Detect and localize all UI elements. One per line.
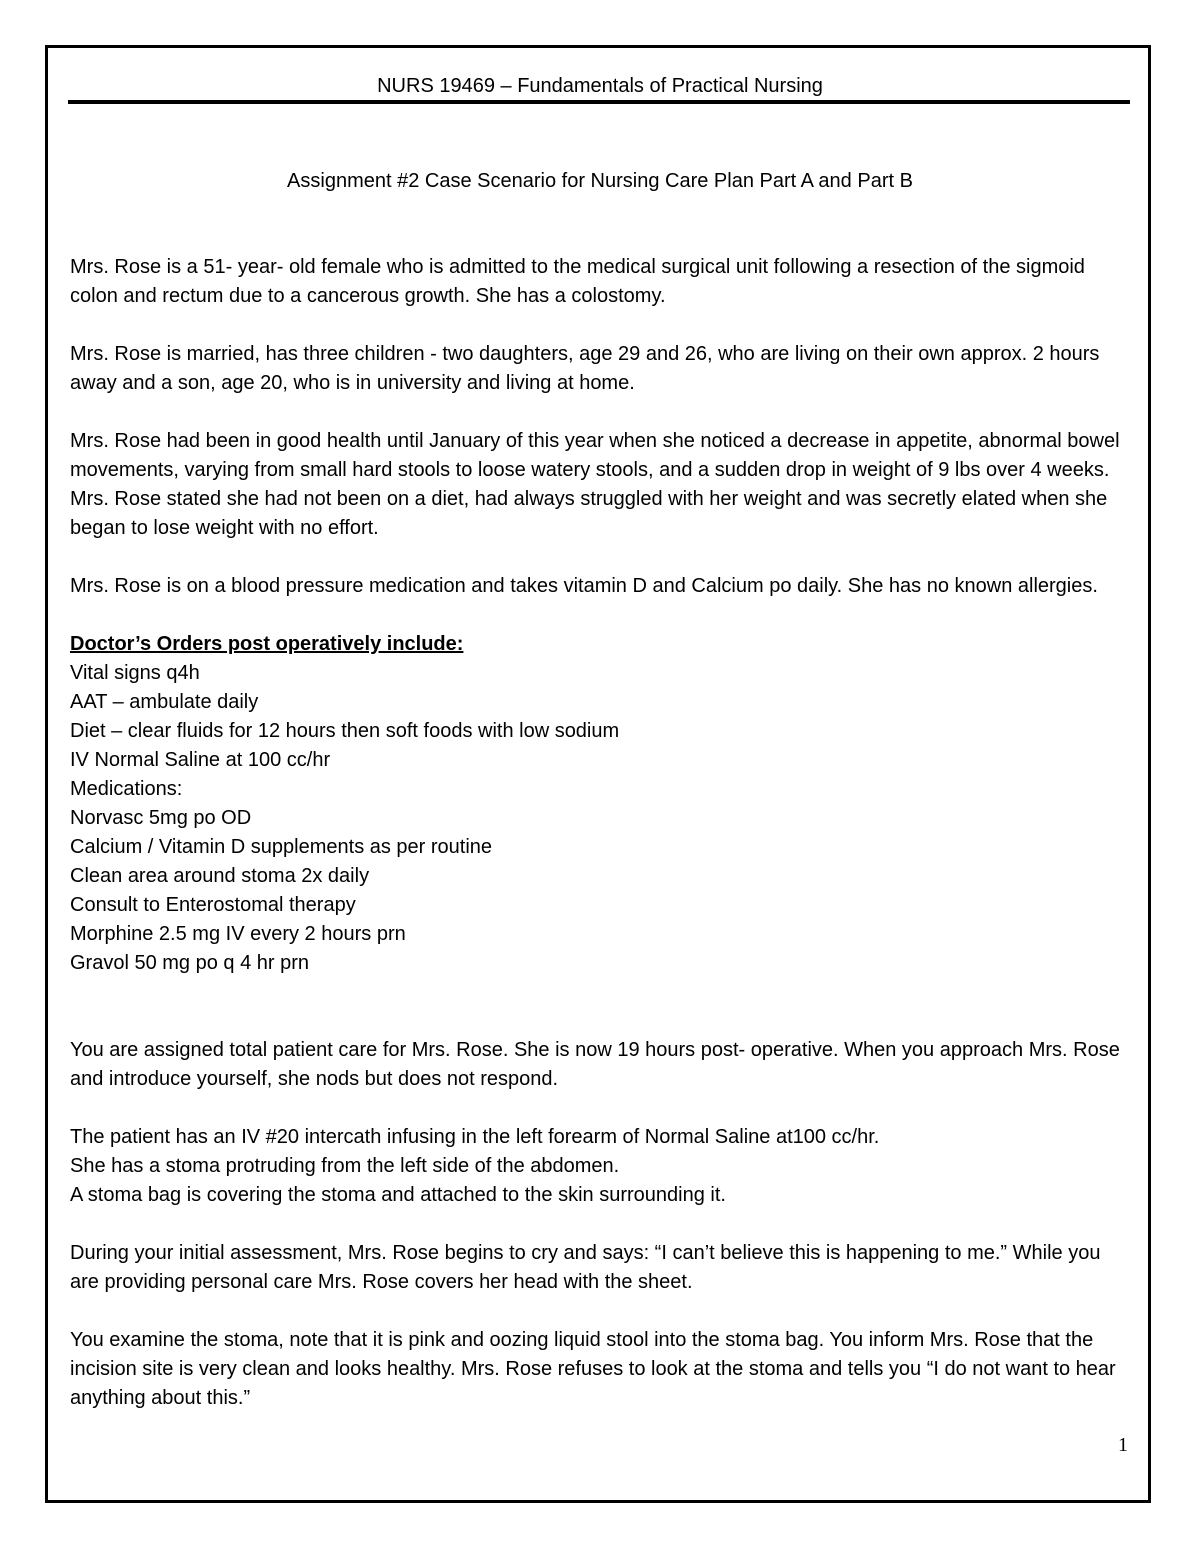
background-paragraph-1: Mrs. Rose is a 51- year- old female who is admitted to the medical surgical unit following a resection of the sigmoid colon and rectum due to a cancerous growth. She has a colostomy. xyxy=(70,256,1085,307)
order-item: Medications: xyxy=(70,778,183,800)
scenario-paragraph-4: You examine the stoma, note that it is pink and oozing liquid stool into the stoma bag. You inform Mrs. Rose that the incision site is very clean and looks healthy. Mrs. Rose refuses to look at the stoma and tells you “I do not want to hear anything about this.” xyxy=(70,1329,1116,1409)
order-item: Clean area around stoma 2x daily xyxy=(70,865,370,887)
page-number: 1 xyxy=(1118,1434,1128,1456)
background-paragraph-4: Mrs. Rose is on a blood pressure medication and takes vitamin D and Calcium po daily. She has no known allergies. xyxy=(70,575,1098,597)
scenario-line: She has a stoma protruding from the left side of the abdomen. xyxy=(70,1155,620,1177)
scenario-line: The patient has an IV #20 intercath infusing in the left forearm of Normal Saline at100 cc/hr. xyxy=(70,1126,880,1148)
background-paragraph-3: Mrs. Rose had been in good health until January of this year when she noticed a decrease in appetite, abnormal bowel movements, varying from small hard stools to loose watery stools, and a sudden drop in weight of 9 lbs over 4 weeks. Mrs. Rose stated she had not been on a diet, had always struggled with her weight and was secretly elated when she began to lose weight with no effort. xyxy=(70,430,1120,539)
order-item: Diet – clear fluids for 12 hours then soft foods with low sodium xyxy=(70,720,620,742)
doctors-orders-heading: Doctor’s Orders post operatively include: xyxy=(70,633,464,655)
order-item: Norvasc 5mg po OD xyxy=(70,807,252,829)
order-item: Gravol 50 mg po q 4 hr prn xyxy=(70,952,310,974)
order-item: AAT – ambulate daily xyxy=(70,691,259,713)
scenario-paragraph-3: During your initial assessment, Mrs. Rose begins to cry and says: “I can’t believe this is happening to me.” While you are providing personal care Mrs. Rose covers her head with the sheet. xyxy=(70,1242,1101,1293)
order-item: Morphine 2.5 mg IV every 2 hours prn xyxy=(70,923,406,945)
order-item: Consult to Enterostomal therapy xyxy=(70,894,356,916)
background-paragraph-2: Mrs. Rose is married, has three children - two daughters, age 29 and 26, who are living on their own approx. 2 hours away and a son, age 20, who is in university and living at home. xyxy=(70,343,1100,394)
header-divider xyxy=(68,100,1130,104)
scenario-line: A stoma bag is covering the stoma and attached to the skin surrounding it. xyxy=(70,1184,726,1206)
order-item: Calcium / Vitamin D supplements as per routine xyxy=(70,836,493,858)
order-item: Vital signs q4h xyxy=(70,662,200,684)
document-body xyxy=(70,253,1132,1413)
course-title: NURS 19469 – Fundamentals of Practical Nursing xyxy=(377,75,823,97)
scenario-paragraph-1: You are assigned total patient care for Mrs. Rose. She is now 19 hours post- operative. When you approach Mrs. Rose and introduce yourself, she nods but does not respond. xyxy=(70,1039,1120,1090)
order-item: IV Normal Saline at 100 cc/hr xyxy=(70,749,331,771)
assignment-title: Assignment #2 Case Scenario for Nursing Care Plan Part A and Part B xyxy=(287,170,913,192)
